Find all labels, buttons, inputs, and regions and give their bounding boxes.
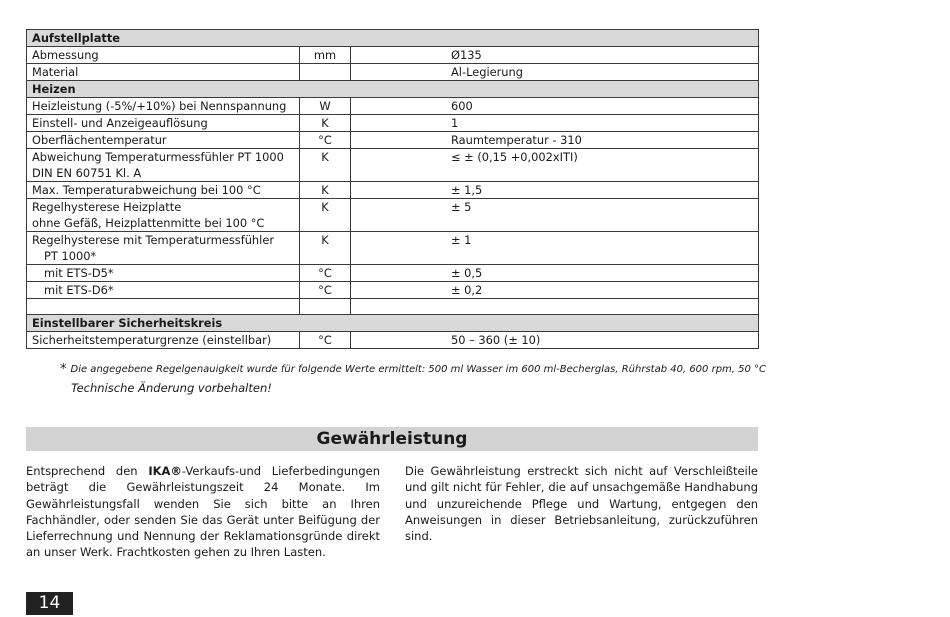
- table-row-empty: [27, 299, 759, 315]
- table-section-header: [27, 30, 759, 47]
- parameter-cell: [27, 182, 300, 199]
- section-label: Aufstellplatte: [27, 30, 759, 47]
- table-cell-empty: [351, 299, 759, 315]
- value-cell: ± 0,2: [351, 282, 759, 299]
- value-cell: ± 5: [351, 199, 759, 232]
- table-row: [27, 199, 759, 232]
- parameter-label-continued: ohne Gefäß, Heizplattenmitte bei 100 °C: [32, 216, 265, 230]
- unit-cell: K: [300, 149, 351, 182]
- unit-cell: °C: [300, 282, 351, 299]
- parameter-cell: [27, 98, 300, 115]
- parameter-label: Abmessung: [32, 48, 99, 62]
- table-row: [27, 47, 759, 64]
- parameter-cell: [27, 132, 300, 149]
- table-row: [27, 132, 759, 149]
- warranty-text-right: Die Gewährleistung erstreckt sich nicht auf Verschleißteile und gilt nicht für Fehler, die auf unsachgemäße Handhabung und unzureichende Pflege und Wartung, entgegen den Anweisungen in dieser Betriebsanleitung, zurückzuführen sind.: [405, 464, 758, 544]
- specifications-table: [26, 29, 759, 349]
- value-cell: Ø135: [351, 47, 759, 64]
- table-row: [27, 64, 759, 81]
- parameter-cell: [27, 199, 300, 232]
- section-label: Einstellbarer Sicherheitskreis: [27, 315, 759, 332]
- parameter-cell: [27, 265, 300, 282]
- table-cell-empty: [27, 299, 300, 315]
- unit-cell: K: [300, 115, 351, 132]
- footnote: [60, 361, 766, 376]
- table-section-header: [27, 315, 759, 332]
- page-number: 14: [26, 592, 73, 615]
- parameter-label-continued: DIN EN 60751 Kl. A: [32, 166, 142, 180]
- parameter-label: Max. Temperaturabweichung bei 100 °C: [32, 183, 261, 197]
- warranty-heading-bar: [26, 427, 758, 451]
- section-label: Heizen: [27, 81, 759, 98]
- parameter-label: mit ETS-D5*: [44, 266, 114, 280]
- table-row: [27, 332, 759, 349]
- parameter-label: Regelhysterese Heizplatte: [32, 200, 182, 214]
- table-row: [27, 115, 759, 132]
- value-cell: ≤ ± (0,15 +0,002xITI): [351, 149, 759, 182]
- parameter-cell: [27, 149, 300, 182]
- parameter-label-continued: PT 1000*: [44, 249, 97, 263]
- unit-cell: mm: [300, 47, 351, 64]
- unit-cell: W: [300, 98, 351, 115]
- table-row: [27, 182, 759, 199]
- unit-cell: [300, 64, 351, 81]
- table-row: [27, 282, 759, 299]
- table-row: [27, 232, 759, 265]
- parameter-label: Einstell- und Anzeigeauflösung: [32, 116, 208, 130]
- unit-cell: K: [300, 199, 351, 232]
- parameter-label: Oberflächentemperatur: [32, 133, 167, 147]
- value-cell: 1: [351, 115, 759, 132]
- table-section-header: [27, 81, 759, 98]
- value-cell: 50 – 360 (± 10): [351, 332, 759, 349]
- brand-name: IKA®: [148, 464, 182, 478]
- parameter-cell: [27, 64, 300, 81]
- parameter-label: Sicherheitstemperaturgrenze (einstellbar): [32, 333, 272, 347]
- parameter-label: Heizleistung (-5%/+10%) bei Nennspannung: [32, 99, 287, 113]
- table-row: [27, 98, 759, 115]
- table-row: [27, 149, 759, 182]
- parameter-label: Material: [32, 65, 79, 79]
- value-cell: 600: [351, 98, 759, 115]
- technical-change-note: Technische Änderung vorbehalten!: [71, 381, 272, 395]
- parameter-cell: [27, 115, 300, 132]
- warranty-text-left: [26, 463, 380, 561]
- value-cell: Al-Legierung: [351, 64, 759, 81]
- parameter-cell: [27, 282, 300, 299]
- unit-cell: K: [300, 182, 351, 199]
- value-cell: ± 1: [351, 232, 759, 265]
- footnote-marker: *: [60, 362, 67, 377]
- parameter-cell: [27, 232, 300, 265]
- parameter-label: mit ETS-D6*: [44, 283, 114, 297]
- section-title: Gewährleistung: [316, 429, 468, 449]
- table-cell-empty: [300, 299, 351, 315]
- footnote-text: Die angegebene Regelgenauigkeit wurde für folgende Werte ermittelt: 500 ml Wasser im 600 ml-Becherglas, Rührstab 40, 600 rpm, 50 °C: [70, 364, 767, 375]
- parameter-cell: [27, 332, 300, 349]
- unit-cell: °C: [300, 265, 351, 282]
- unit-cell: °C: [300, 132, 351, 149]
- unit-cell: K: [300, 232, 351, 265]
- warranty-text-left-post: -Verkaufs-und Lieferbedingungen beträgt die Gewährleistungszeit 24 Monate. Im Gewährleistungsfall wenden Sie sich bitte an Ihren Fachhändler, oder senden Sie das Gerät unter Beifügung der Lieferrechnung und Nennung der Reklamationsgründe direkt an unser Werk. Frachtkosten gehen zu Ihren Lasten.: [26, 464, 381, 560]
- parameter-cell: [27, 47, 300, 64]
- value-cell: ± 0,5: [351, 265, 759, 282]
- value-cell: ± 1,5: [351, 182, 759, 199]
- value-cell: Raumtemperatur - 310: [351, 132, 759, 149]
- warranty-text-left-pre: Entsprechend den: [26, 464, 149, 478]
- parameter-label: Abweichung Temperaturmessfühler PT 1000: [32, 150, 284, 164]
- unit-cell: °C: [300, 332, 351, 349]
- parameter-label: Regelhysterese mit Temperaturmessfühler: [32, 233, 275, 247]
- table-row: [27, 265, 759, 282]
